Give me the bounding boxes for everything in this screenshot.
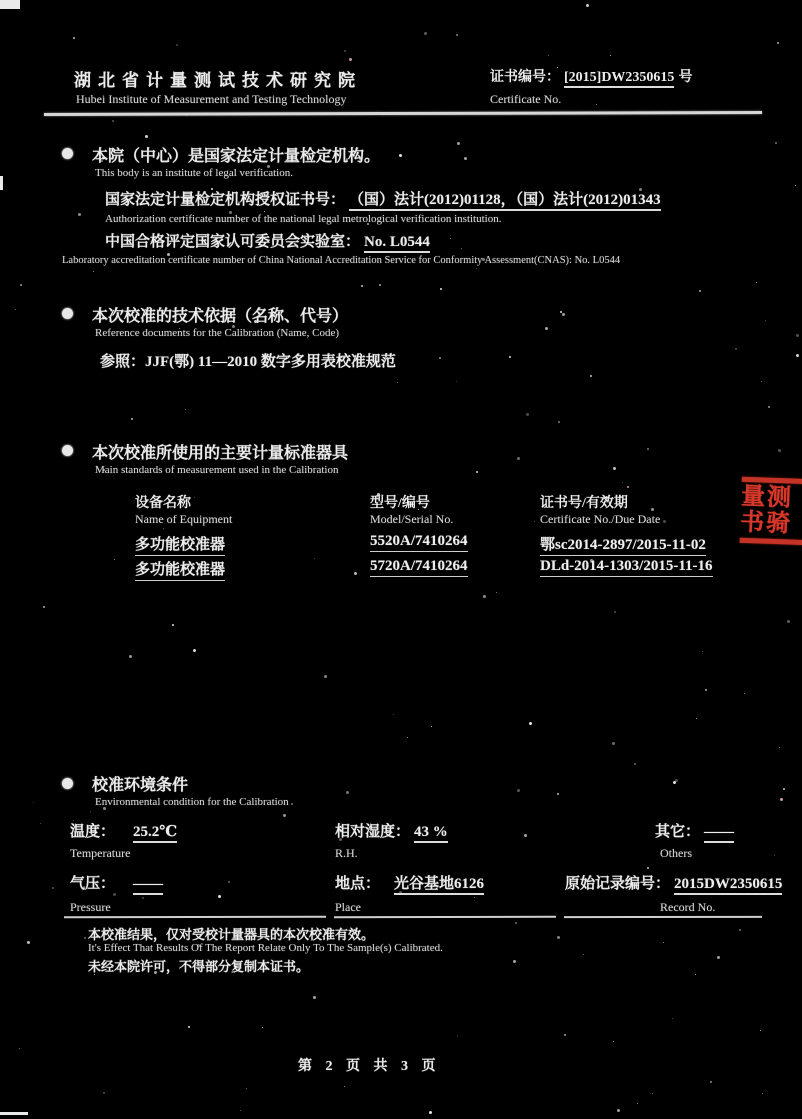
humidity-field xyxy=(335,820,448,841)
temperature-field xyxy=(70,820,177,841)
humidity-label-en: R.H. xyxy=(335,846,358,860)
authorization-line-en: Authorization certificate number of the national legal metrological verification institution. xyxy=(105,213,502,225)
environment-title-cn: 校准环境条件 xyxy=(92,777,189,794)
bullet-icon xyxy=(62,445,73,456)
form-rule xyxy=(64,916,326,918)
form-rule xyxy=(334,916,556,918)
environment-title-en: Environmental condition for the Calibration xyxy=(95,796,289,808)
cnas-line xyxy=(105,230,430,251)
reference-content: 参照：JJF(鄂) 11—2010 数字多用表校准规范 xyxy=(100,354,396,370)
reference-title-cn: 本次校准的技术依据（名称、代号） xyxy=(92,308,349,325)
others-label-cn: 其它： xyxy=(655,824,701,840)
cert-header-en: Certificate No./Due Date xyxy=(540,512,661,526)
seal-text-row-2: 书骑 xyxy=(739,509,793,538)
reference-title-en: Reference documents for the Calibration (Name, Code) xyxy=(95,327,340,339)
seal-text-row-1: 量测 xyxy=(740,483,794,512)
table-row-1-name: 多功能校准器 xyxy=(135,533,225,556)
standards-title-cn: 本次校准所使用的主要计量标准器具 xyxy=(92,445,349,462)
certificate-no-label-cn: 证书编号： xyxy=(490,70,560,85)
equipment-header-en: Name of Equipment xyxy=(135,512,233,526)
temperature-value: 25.2℃ xyxy=(133,824,177,843)
model-header-en: Model/Serial No. xyxy=(370,512,454,526)
scan-artifact-bottom xyxy=(0,1112,28,1115)
table-row-2-model: 5720A/7410264 xyxy=(370,558,468,577)
bullet-icon xyxy=(62,778,73,789)
certificate-no-value: [2015]DW2350615 xyxy=(564,70,674,88)
page-number: 第 2 页 共 3 页 xyxy=(298,1059,441,1074)
form-rule xyxy=(564,916,762,918)
certificate-no-label-en: Certificate No. xyxy=(490,92,562,106)
record-no-value: 2015DW2350615 xyxy=(674,876,782,895)
record-no-label-cn: 原始记录编号： xyxy=(565,876,671,892)
bullet-icon xyxy=(62,308,73,319)
note-line-1-cn: 本校准结果，仅对受校计量器具的本次校准有效。 xyxy=(88,927,375,942)
note-line-1-en: It's Effect That Results Of The Report Relate Only To The Sample(s) Calibrated. xyxy=(88,942,443,954)
institute-name-cn: 湖北省计量测试技术研究院 xyxy=(74,71,362,90)
pressure-label-cn: 气压： xyxy=(70,876,116,892)
authorization-line xyxy=(105,188,661,209)
seal-border-bottom xyxy=(739,538,802,545)
institute-name-en: Hubei Institute of Measurement and Testing Technology xyxy=(76,92,347,106)
others-label-en: Others xyxy=(660,846,692,860)
bullet-icon xyxy=(62,148,73,159)
cert-header-cn: 证书号/有效期 xyxy=(540,496,628,511)
equipment-header-cn: 设备名称 xyxy=(135,496,191,511)
temperature-label-en: Temperature xyxy=(70,846,131,860)
legal-title-cn: 本院（中心）是国家法定计量检定机构。 xyxy=(92,148,381,165)
standards-title-en: Main standards of measurement used in the Calibration xyxy=(95,464,339,476)
pressure-value: —— xyxy=(133,876,163,895)
place-field xyxy=(335,872,484,893)
authorization-value: （国）法计(2012)01128，（国）法计(2012)01343 xyxy=(349,192,661,211)
cnas-value: No. L0544 xyxy=(364,234,430,253)
model-header-cn: 型号/编号 xyxy=(370,496,430,511)
humidity-label-cn: 相对湿度： xyxy=(335,824,411,840)
cnas-line-en: Laboratory accreditation certificate number of China National Accreditation Service for Conformity Assessment(CNAS): No. L0544 xyxy=(62,255,621,266)
cnas-label-cn: 中国合格评定国家认可委员会实验室： xyxy=(105,234,361,250)
red-seal-stamp xyxy=(738,475,802,581)
record-no-field xyxy=(565,872,782,893)
pressure-field xyxy=(70,872,163,893)
others-field xyxy=(655,820,734,841)
table-row-2-cert: DLd-2014-1303/2015-11-16 xyxy=(540,558,713,577)
humidity-value: 43 % xyxy=(414,824,448,843)
scan-artifact-corner xyxy=(0,0,20,9)
table-row-2-name: 多功能校准器 xyxy=(135,558,225,581)
authorization-label-cn: 国家法定计量检定机构授权证书号： xyxy=(105,192,346,208)
certificate-no-block xyxy=(490,66,692,86)
table-row-1-model: 5520A/7410264 xyxy=(370,533,468,552)
place-value: 光谷基地6126 xyxy=(394,876,484,895)
scan-artifact-edge xyxy=(0,176,3,190)
note-line-2-cn: 未经本院许可，不得部分复制本证书。 xyxy=(88,959,310,974)
table-row-1-cert: 鄂sc2014-2897/2015-11-02 xyxy=(540,533,706,556)
temperature-label-cn: 温度： xyxy=(70,824,116,840)
header-divider xyxy=(44,111,762,116)
certificate-no-suffix: 号 xyxy=(678,70,693,85)
others-value: —— xyxy=(704,824,734,843)
place-label-cn: 地点： xyxy=(335,876,381,892)
pressure-label-en: Pressure xyxy=(70,900,111,914)
record-no-label-en: Record No. xyxy=(660,900,716,914)
legal-title-en: This body is an institute of legal verification. xyxy=(95,167,293,179)
place-label-en: Place xyxy=(335,900,361,914)
